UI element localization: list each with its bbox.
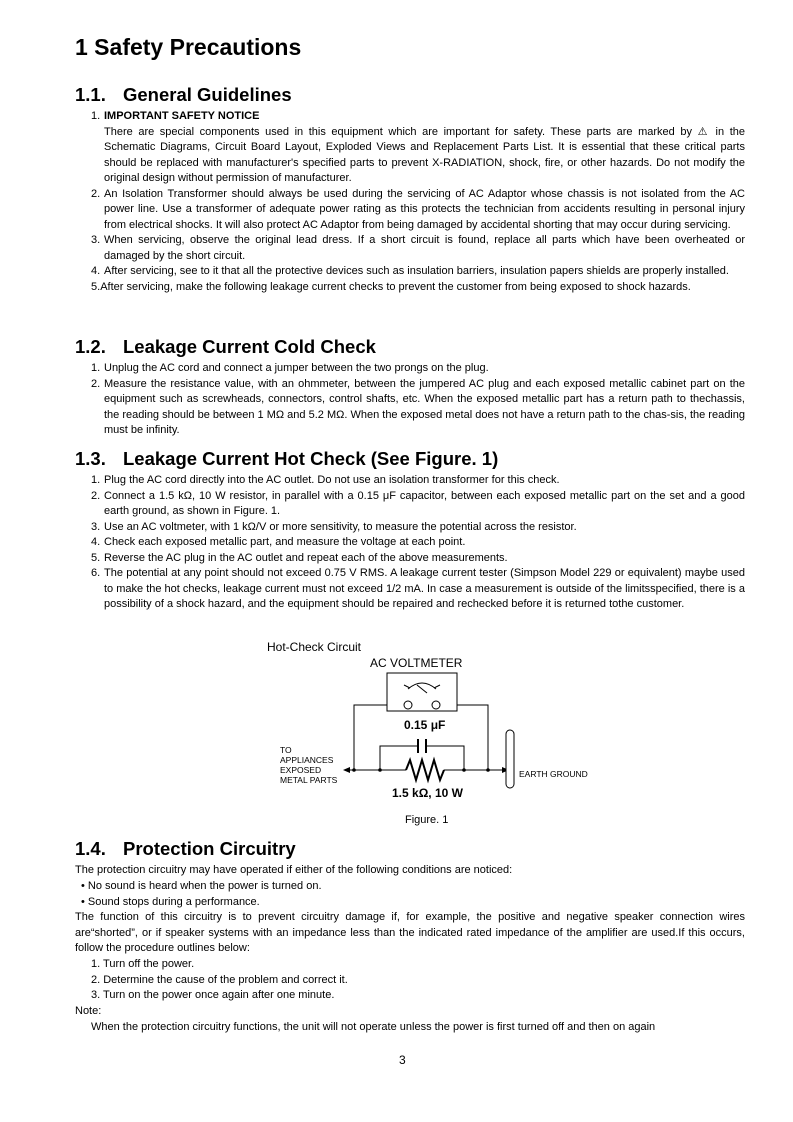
list-item: 2. Determine the cause of the problem and correct it.: [91, 973, 348, 986]
list-item-text: After servicing, see to it that all the protective devices such as insulation barriers, insulation papers shields are properly installed.: [104, 265, 729, 277]
section-number: 1.1.: [75, 84, 106, 105]
voltmeter-terminal: [432, 701, 440, 709]
list-item: 1. IMPORTANT SAFETY NOTICE There are special components used in this equipment which are important for safety. These parts are marked by ⚠ in the Schematic Diagrams, Circuit Board Layout, Exploded Views and Replacement Parts List. It is essential that these critical parts should be replaced with manufacturer's specified parts to prevent X-RADIATION, shock, fire, or other hazards. Do not modify the original design without permission of manufacturer.: [75, 109, 745, 187]
junction-dot: [378, 768, 382, 772]
list-item-text: Plug the AC cord directly into the AC outlet. Do not use an isolation transformer for this check.: [104, 474, 560, 486]
list-item: 1. Turn off the power.: [91, 958, 195, 970]
list-item: • Sound stops during a performance.: [81, 895, 260, 908]
protection-intro: The protection circuitry may have operated if either of the following conditions are noticed:: [75, 864, 513, 876]
section-title: Protection Circuitry: [123, 838, 296, 859]
section-heading-general-guidelines: [75, 84, 292, 106]
section-heading-protection-circuitry: [75, 838, 296, 860]
hot-check-list: [75, 473, 745, 613]
protection-paragraph: The function of this circuitry is to prevent circuitry damage if, for example, the positive and negative speaker connection wires are“shorted”, or if speaker systems with an impedance less than the indicated rated impedance of the amplifier are used.If this occurs, follow the procedure outlines below:: [75, 911, 745, 954]
section-title: General Guidelines: [123, 84, 292, 105]
list-item: 2. Measure the resistance value, with an ohmmeter, between the jumpered AC plug and each exposed metallic cabinet part on the equipment such as screwheads, connectors, control shafts, etc. When the exposed metallic part has a return path to thechassis, the reading should be between 1 MΩ and 5.2 MΩ. When the exposed metal does not have a return path to the chas-sis, the reading must be infinity.: [91, 377, 745, 436]
page-title: 1 Safety Precautions: [75, 34, 302, 60]
junction-dot: [462, 768, 466, 772]
junction-dot: [352, 768, 356, 772]
resistor-label: 1.5 kΩ, 10 W: [392, 786, 463, 800]
list-item: 5. Reverse the AC plug in the AC outlet and repeat each of the above measurements.: [91, 551, 508, 564]
list-item-text: Check each exposed metallic part, and measure the voltage at each point.: [104, 536, 466, 548]
page-number: 3: [399, 1053, 406, 1067]
earth-ground-pipe: [506, 730, 514, 788]
list-item: • No sound is heard when the power is turned on.: [81, 880, 322, 892]
list-item-text: Use an AC voltmeter, with 1 kΩ/V or more sensitivity, to measure the potential across the resistor.: [104, 520, 577, 533]
list-item-text: The potential at any point should not exceed 0.75 V RMS. A leakage current tester (Simpson Model 229 or equivalent) maybe used to make the hot checks, leakage current must not exceed 1/2 mA. In case a measurement is outside of the limitsspecified, there is a possibility of a shock hazard, and the equipment should be repaired and rechecked before it is returned tothe customer.: [104, 567, 745, 610]
voltmeter-lead-right: [457, 705, 488, 770]
voltmeter-label: AC VOLTMETER: [370, 656, 463, 670]
section-number: 1.4.: [75, 838, 106, 859]
list-item: 4. After servicing, see to it that all the protective devices such as insulation barriers, insulation papers shields are properly installed.: [91, 265, 729, 277]
left-arrow-icon: [343, 767, 350, 773]
junction-dot: [486, 768, 490, 772]
list-item-text: Connect a 1.5 kΩ, 10 W resistor, in parallel with a 0.15 μF capacitor, between each exposed metallic part on the set and a good earth ground, as shown in Figure. 1.: [104, 489, 745, 517]
section-title: Leakage Current Hot Check (See Figure. 1): [123, 448, 499, 469]
list-item: 1. Unplug the AC cord and connect a jumper between the two prongs on the plug.: [91, 362, 489, 374]
list-item: 2. An Isolation Transformer should always be used during the servicing of AC Adaptor whose chassis is not isolated from the AC power line. Use a transformer of adequate power rating as this protects the technician from accidents resulting in personal injury from electrical shocks. It will also protect AC Adaptor from being damaged by accidental shorting that may occur during servicing.: [91, 187, 745, 231]
general-guidelines-list: [75, 109, 745, 295]
notice-heading: IMPORTANT SAFETY NOTICE: [104, 110, 260, 122]
section-number: 1.3.: [75, 448, 106, 469]
capacitor-label: 0.15 μF: [404, 718, 446, 732]
list-item: 6. The potential at any point should not exceed 0.75 V RMS. A leakage current tester (Simpson Model 229 or equivalent) maybe used to make the hot checks, leakage current must not exceed 1/2 mA. In case a measurement is outside of the limitsspecified, there is a possibility of a shock hazard, and the equipment should be repaired and rechecked before it is returned tothe customer.: [91, 567, 745, 610]
figure-title: Hot-Check Circuit: [267, 640, 362, 654]
voltmeter-dial-icon: [408, 683, 436, 689]
list-item-text: When servicing, observe the original lead dress. If a short circuit is found, replace all parts which have been overheated or damaged by the short circuit.: [104, 234, 745, 262]
list-item-text: There are special components used in this equipment which are important for safety. These parts are marked by ⚠ in the Schematic Diagrams, Circuit Board Layout, Exploded Views and Replacement Parts List. It is essential that these critical parts should be replaced with manufacturer's specified parts to prevent X-RADIATION, shock, fire, or other hazards. Do not modify the original design without permission of manufacturer.: [104, 125, 745, 184]
figure-caption: Figure. 1: [405, 814, 449, 826]
list-item: 5.After servicing, make the following leakage current checks to prevent the customer from being exposed to shock hazards.: [91, 280, 691, 293]
section-number: 1.2.: [75, 336, 106, 357]
list-item-text: Unplug the AC cord and connect a jumper between the two prongs on the plug.: [104, 362, 489, 374]
list-item-text: An Isolation Transformer should always be used during the servicing of AC Adaptor whose chassis is not isolated from the AC power line. Use a transformer of adequate power rating as this protects the technician from accidents resulting in personal injury from electrical shocks. It will also protect AC Adaptor from being damaged by accidental shorting that may occur during servicing.: [104, 187, 745, 231]
list-item: 3. Use an AC voltmeter, with 1 kΩ/V or more sensitivity, to measure the potential across the resistor.: [91, 520, 577, 533]
cold-check-list: [75, 361, 745, 439]
resistor-zigzag: [406, 760, 444, 780]
voltmeter-lead-left: [354, 705, 387, 770]
list-item: 4. Check each exposed metallic part, and measure the voltage at each point.: [91, 536, 466, 548]
list-item: 1. Plug the AC cord directly into the AC outlet. Do not use an isolation transformer for this check.: [91, 474, 560, 486]
list-item-text: Reverse the AC plug in the AC outlet and repeat each of the above measurements.: [104, 551, 508, 564]
hot-check-circuit-diagram: [270, 655, 600, 805]
list-item-text: Measure the resistance value, with an ohmmeter, between the jumpered AC plug and each exposed metallic cabinet part on the equipment such as screwheads, connectors, control shafts, etc. When the exposed metallic part has a return path to thechassis, the reading should be between 1 MΩ and 5.2 MΩ. When the exposed metal does not have a return path to the chas-sis, the reading must be infinity.: [104, 377, 745, 436]
list-item: 3. When servicing, observe the original lead dress. If a short circuit is found, replace all parts which have been overheated or damaged by the short circuit.: [91, 234, 745, 262]
voltmeter-box: [387, 673, 457, 711]
list-item: 2. Connect a 1.5 kΩ, 10 W resistor, in parallel with a 0.15 μF capacitor, between each exposed metallic part on the set and a good earth ground, as shown in Figure. 1.: [91, 489, 745, 517]
note-label: Note:: [75, 1005, 102, 1017]
protection-conditions-list: [75, 879, 745, 910]
protection-steps-list: [75, 957, 745, 1004]
list-item: 3. Turn on the power once again after one minute.: [91, 989, 335, 1001]
section-heading-cold-check: [75, 336, 376, 358]
note-text: When the protection circuitry functions, the unit will not operate unless the power is first turned off and then on again: [91, 1021, 656, 1033]
section-title: Leakage Current Cold Check: [123, 336, 376, 357]
section-heading-hot-check: [75, 448, 498, 470]
list-item-text: After servicing, make the following leakage current checks to prevent the customer from being exposed to shock hazards.: [100, 280, 691, 293]
appliances-label: TO APPLIANCES EXPOSED METAL PARTS: [280, 745, 338, 785]
voltmeter-terminal: [404, 701, 412, 709]
earth-ground-label: EARTH GROUND: [519, 769, 588, 779]
